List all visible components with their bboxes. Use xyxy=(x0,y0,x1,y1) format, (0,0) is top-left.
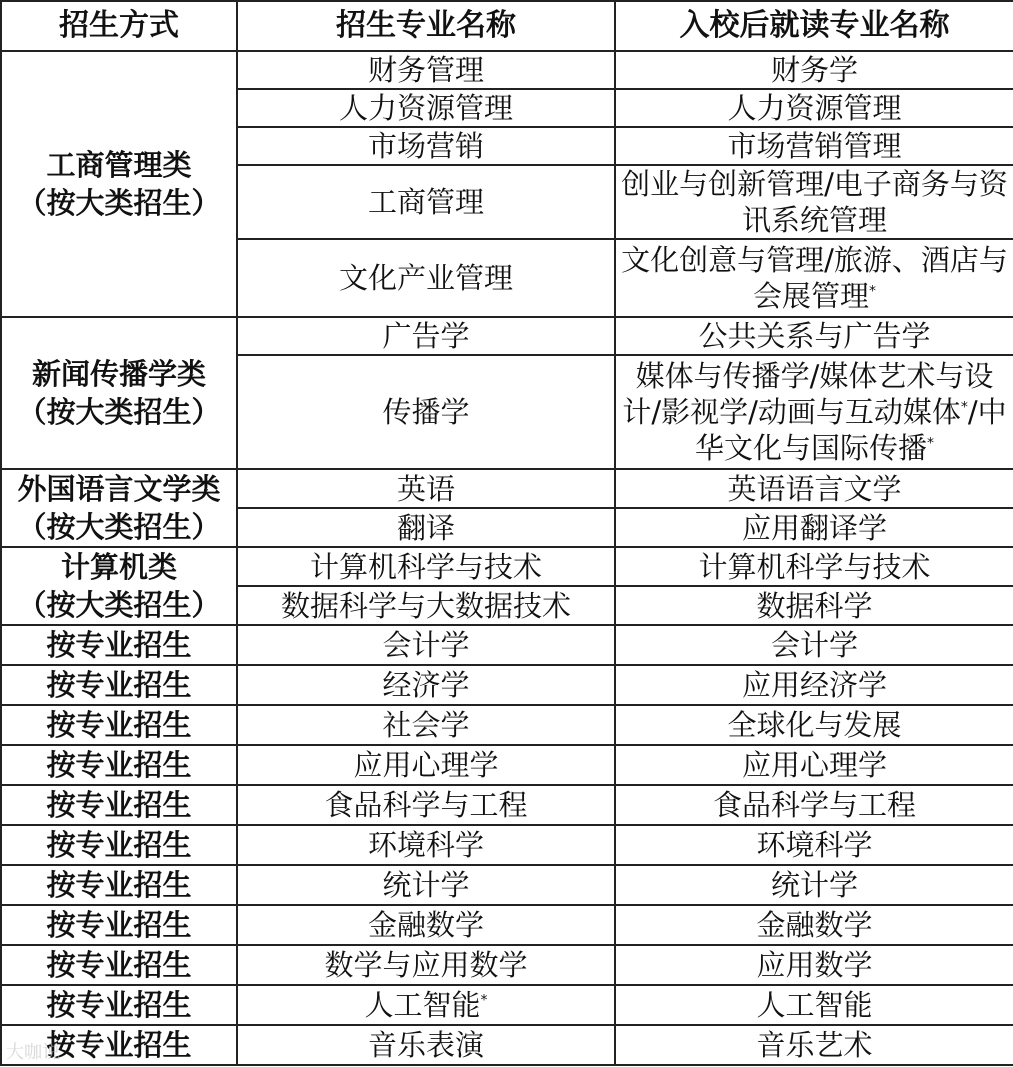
table-row xyxy=(1,785,1013,825)
major-cell: 广告学 xyxy=(237,317,615,355)
table-row xyxy=(1,745,1013,785)
study-cell: 应用数学 xyxy=(615,945,1013,985)
study-cell: 人工智能 xyxy=(615,985,1013,1025)
major-cell: 应用心理学 xyxy=(237,745,615,785)
study-text: /中华文化与国际传播 xyxy=(694,395,1007,465)
method-cell: 按专业招生 xyxy=(1,745,237,785)
study-cell: 应用翻译学 xyxy=(615,508,1013,547)
method-line: 外国语言文学类 xyxy=(17,472,221,506)
table-row xyxy=(1,945,1013,985)
method-line: （按大类招生） xyxy=(17,395,221,429)
table-row xyxy=(1,469,1013,508)
method-cell xyxy=(1,51,237,317)
major-cell: 社会学 xyxy=(237,705,615,745)
method-cell: 按专业招生 xyxy=(1,785,237,825)
major-cell: 统计学 xyxy=(237,865,615,905)
study-cell: 英语语言文学 xyxy=(615,469,1013,508)
study-cell: 音乐艺术 xyxy=(615,1025,1013,1065)
study-cell: 数据科学 xyxy=(615,586,1013,625)
method-cell: 按专业招生 xyxy=(1,905,237,945)
major-cell: 财务管理 xyxy=(237,51,615,89)
method-line: （按大类招生） xyxy=(17,510,221,544)
table-row xyxy=(1,825,1013,865)
major-cell xyxy=(237,985,615,1025)
method-cell: 按专业招生 xyxy=(1,665,237,705)
method-cell: 按专业招生 xyxy=(1,1025,237,1065)
method-line: （按大类招生） xyxy=(17,588,221,622)
major-cell: 会计学 xyxy=(237,625,615,665)
asterisk-mark: * xyxy=(960,399,968,416)
major-cell: 数学与应用数学 xyxy=(237,945,615,985)
method-cell: 按专业招生 xyxy=(1,945,237,985)
major-text: 人工智能 xyxy=(364,988,481,1022)
study-cell: 食品科学与工程 xyxy=(615,785,1013,825)
study-cell: 应用经济学 xyxy=(615,665,1013,705)
study-cell: 统计学 xyxy=(615,865,1013,905)
table-row xyxy=(1,665,1013,705)
table-row xyxy=(1,625,1013,665)
header-major: 招生专业名称 xyxy=(237,1,615,51)
study-cell xyxy=(615,239,1013,317)
table-row xyxy=(1,905,1013,945)
major-cell: 市场营销 xyxy=(237,127,615,165)
table-row xyxy=(1,51,1013,89)
table-row xyxy=(1,985,1013,1025)
major-cell: 经济学 xyxy=(237,665,615,705)
study-cell: 会计学 xyxy=(615,625,1013,665)
major-cell: 金融数学 xyxy=(237,905,615,945)
table-row xyxy=(1,705,1013,745)
method-cell xyxy=(1,469,237,547)
method-cell: 按专业招生 xyxy=(1,625,237,665)
header-study-major: 入校后就读专业名称 xyxy=(615,1,1013,51)
asterisk-mark: * xyxy=(927,435,934,452)
method-cell: 按专业招生 xyxy=(1,825,237,865)
study-cell: 创业与创新管理/电子商务与资讯系统管理 xyxy=(615,165,1013,239)
major-cell: 传播学 xyxy=(237,355,615,469)
study-cell: 计算机科学与技术 xyxy=(615,547,1013,586)
study-cell: 人力资源管理 xyxy=(615,89,1013,127)
study-cell: 市场营销管理 xyxy=(615,127,1013,165)
major-cell: 音乐表演 xyxy=(237,1025,615,1065)
method-cell xyxy=(1,547,237,625)
major-cell: 文化产业管理 xyxy=(237,239,615,317)
major-cell: 英语 xyxy=(237,469,615,508)
asterisk-mark: * xyxy=(869,283,876,300)
watermark: 大咖说 xyxy=(6,1042,60,1063)
table-row xyxy=(1,865,1013,905)
major-cell: 工商管理 xyxy=(237,165,615,239)
method-cell: 按专业招生 xyxy=(1,985,237,1025)
asterisk-mark: * xyxy=(480,992,488,1009)
table-row xyxy=(1,547,1013,586)
study-cell: 财务学 xyxy=(615,51,1013,89)
study-cell: 金融数学 xyxy=(615,905,1013,945)
method-line: 新闻传播学类 xyxy=(31,357,206,391)
header-method: 招生方式 xyxy=(1,1,237,51)
study-cell: 环境科学 xyxy=(615,825,1013,865)
method-line: （按大类招生） xyxy=(17,186,221,220)
table-row xyxy=(1,1025,1013,1065)
method-cell: 按专业招生 xyxy=(1,705,237,745)
study-cell: 全球化与发展 xyxy=(615,705,1013,745)
header-row xyxy=(1,1,1013,51)
method-line: 工商管理类 xyxy=(46,148,192,182)
study-text: 文化创意与管理/旅游、酒店与会展管理 xyxy=(621,243,1008,313)
study-cell xyxy=(615,355,1013,469)
major-cell: 翻译 xyxy=(237,508,615,547)
method-cell xyxy=(1,317,237,469)
table-row xyxy=(1,317,1013,355)
major-cell: 计算机科学与技术 xyxy=(237,547,615,586)
study-cell: 公共关系与广告学 xyxy=(615,317,1013,355)
major-cell: 环境科学 xyxy=(237,825,615,865)
method-line: 计算机类 xyxy=(60,550,177,584)
method-cell: 按专业招生 xyxy=(1,865,237,905)
study-cell: 应用心理学 xyxy=(615,745,1013,785)
major-cell: 食品科学与工程 xyxy=(237,785,615,825)
major-cell: 人力资源管理 xyxy=(237,89,615,127)
study-text: 媒体与传播学/媒体艺术与设计/影视学/动画与互动媒体 xyxy=(622,359,994,429)
major-cell: 数据科学与大数据技术 xyxy=(237,586,615,625)
